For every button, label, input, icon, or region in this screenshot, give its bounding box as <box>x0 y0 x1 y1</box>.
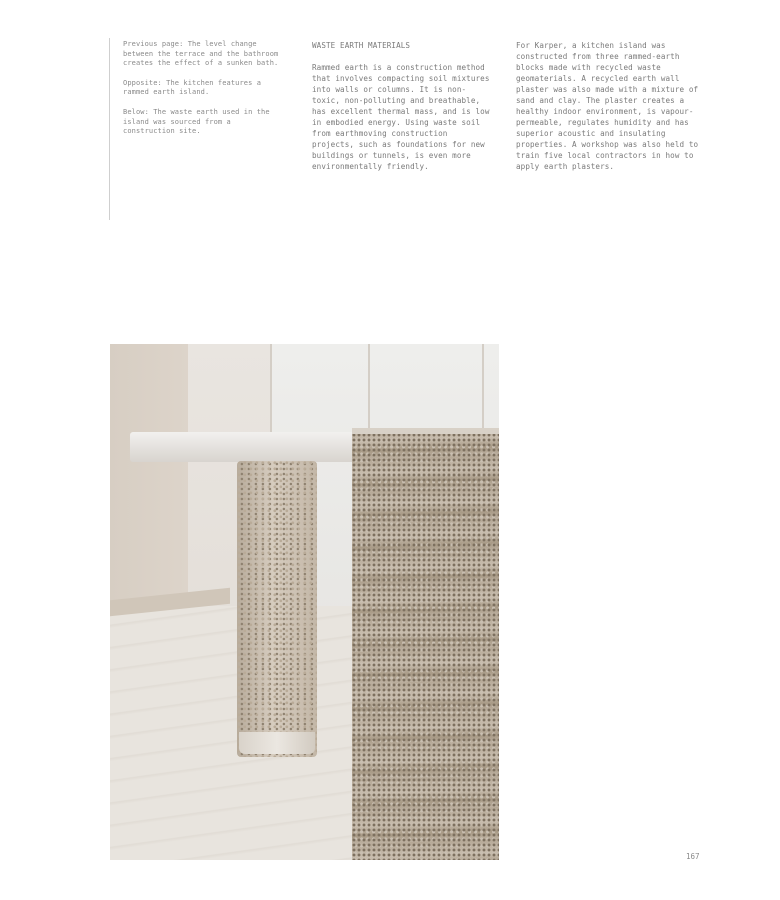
photo-block-top <box>352 428 499 434</box>
photo-left-wall <box>110 344 190 604</box>
section-heading: WASTE EARTH MATERIALS <box>312 41 411 50</box>
photo-rammed-earth-column <box>237 461 317 757</box>
photo-countertop <box>130 432 370 462</box>
vertical-rule <box>109 38 110 220</box>
right-column-text: For Karper, a kitchen island was constructed from three rammed-earth blocks made with recycled waste geomaterials. A recycled earth wall plaster was also made with a mixture of sand and clay. The plaster creates a healthy indoor environment, is vapour-permeable, regulates humidity and has superior acoustic and insulating properties. A workshop was also held to train five local contractors in how to apply earth plasters. <box>516 41 699 171</box>
photo-captions <box>123 40 285 137</box>
caption-opposite: Opposite: The kitchen features a rammed earth island. <box>123 78 262 97</box>
caption-previous-page: Previous page: The level change between the terrace and the bathroom creates the effect of a sunken bath. <box>123 40 279 68</box>
section-column <box>312 40 492 172</box>
photo-column-base <box>239 732 315 754</box>
page-number: 167 <box>686 852 700 861</box>
body-column-right <box>516 40 704 172</box>
photo-rammed-earth-block <box>352 428 499 860</box>
caption-below: Below: The waste earth used in the island was sourced from a construction site. <box>123 107 270 136</box>
section-body: Rammed earth is a construction method that involves compacting soil mixtures into walls or columns. It is non-toxic, non-polluting and breathable, has excellent thermal mass, and is low in embodied energy. Using waste soil from earthmoving construction projects, such as foundations for new buildings or tunnels, is even more environmentally friendly. <box>312 63 490 171</box>
kitchen-island-photo <box>110 344 499 860</box>
